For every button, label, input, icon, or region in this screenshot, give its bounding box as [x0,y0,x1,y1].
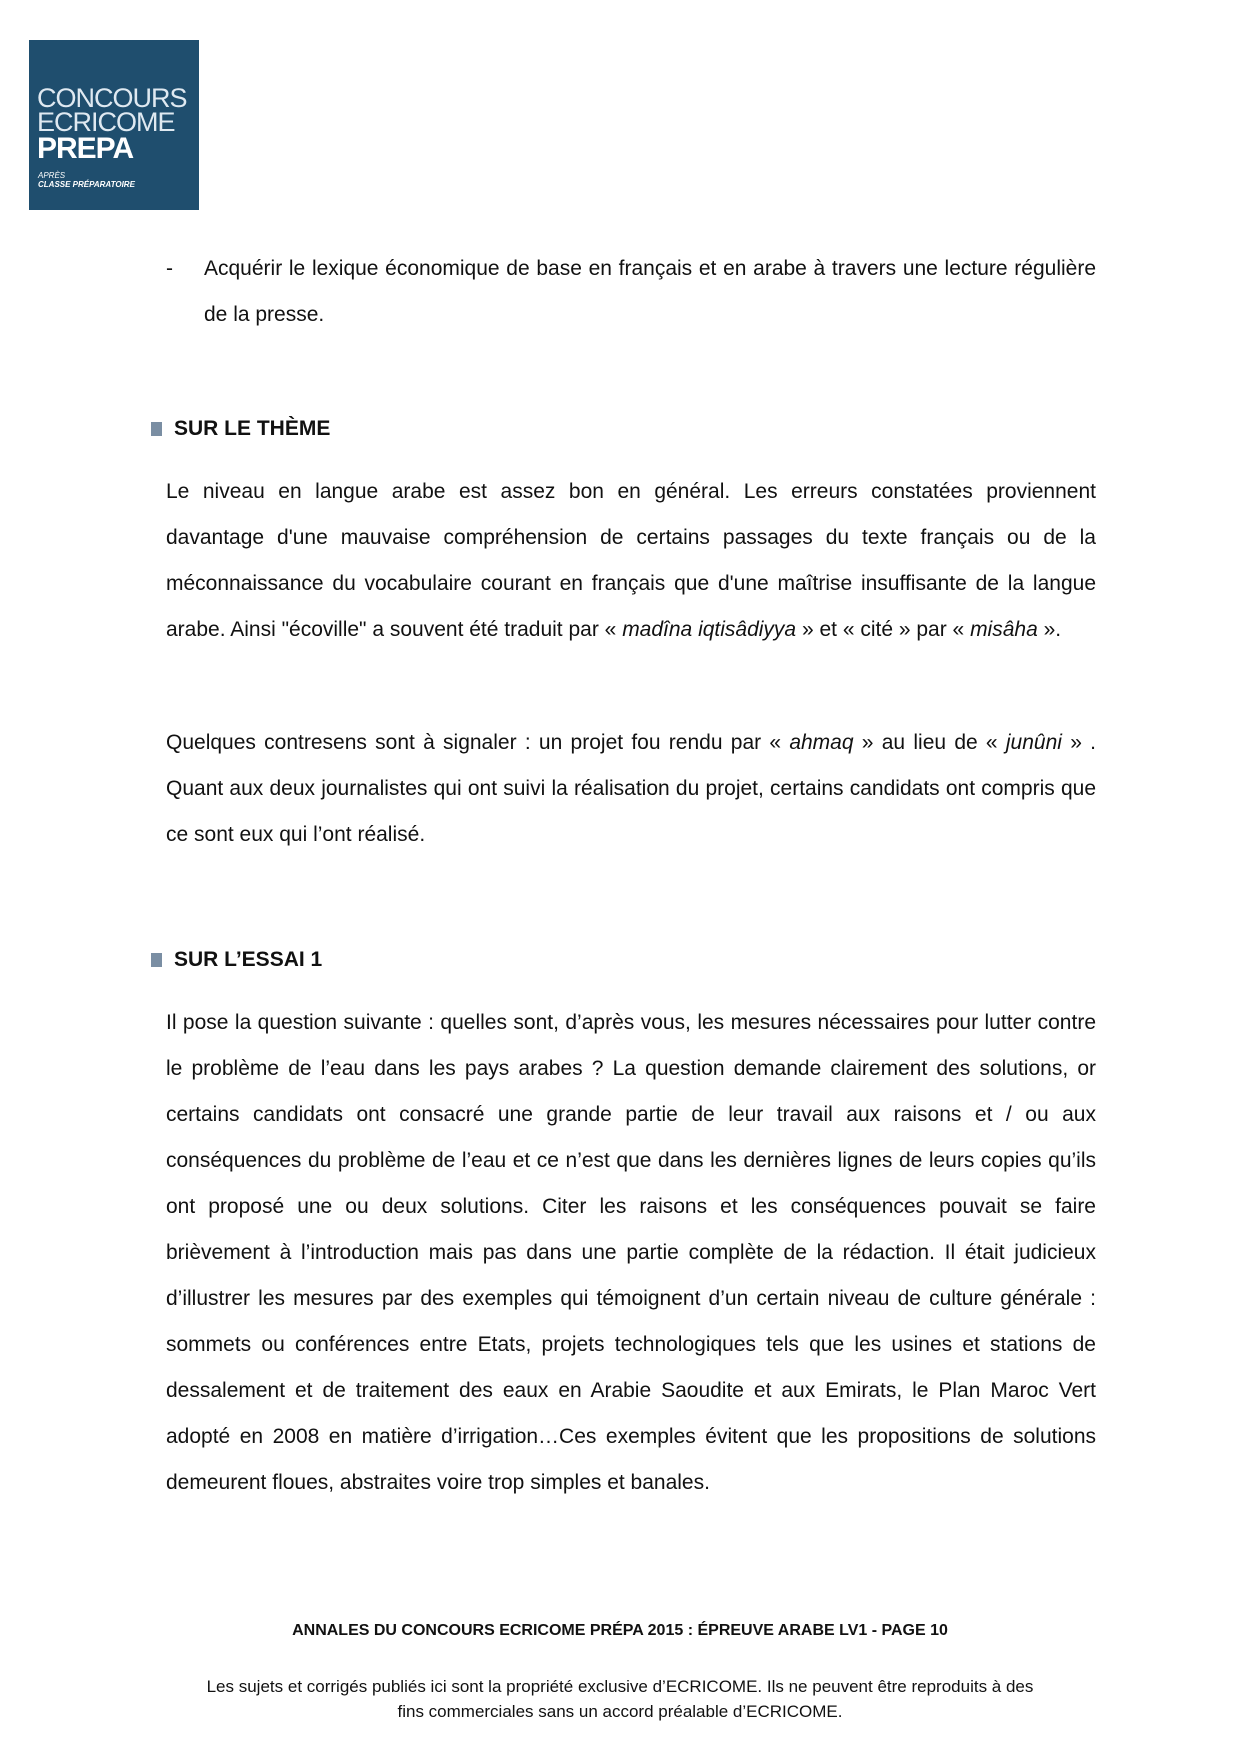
term-misaha: misâha [970,618,1038,641]
heading-square-icon [151,953,162,967]
logo-line-classe: CLASSE PRÉPARATOIRE [38,180,135,189]
logo-line-ecricome: ECRICOME [37,107,175,137]
intro-bullet [166,246,1096,338]
term-madina: madîna iqtisâdiyya [622,618,797,641]
heading-sur-l-essai-1 [151,945,322,975]
heading-text: SUR LE THÈME [174,417,331,440]
logo-line-apres: APRÈS [38,171,66,180]
bullet-marker: - [166,257,173,280]
term-ahmaq: ahmaq [789,731,854,754]
logo-line-concours: CONCOURS [37,83,187,113]
heading-text: SUR L’ESSAI 1 [174,948,323,971]
footer-note [0,1674,1240,1724]
footer-note-line-2: fins commerciales sans un accord préalable d’ECRICOME. [397,1702,843,1721]
heading-square-icon [151,422,162,436]
footer-title: ANNALES DU CONCOURS ECRICOME PRÉPA 2015 : ÉPREUVE ARABE LV1 - PAGE 10 [292,1622,948,1639]
footer-note-line-1: Les sujets et corrigés publiés ici sont la propriété exclusive d’ECRICOME. Ils ne peuvent être reproduits à des [206,1677,1034,1696]
theme-paragraph-2: Quelques contresens sont à signaler : un projet fou rendu par « ahmaq » au lieu de « junûni » . Quant aux deux journalistes qui ont suivi la réalisation du projet, certains candidats ont compris que ce sont eux qui l’ont réalisé. [166,731,1096,846]
essai-paragraph: Il pose la question suivante : quelles sont, d’après vous, les mesures nécessaires pour lutter contre le problème de l’eau dans les pays arabes ? La question demande clairement des solutions, or certains candidats ont consacré une grande partie de leur travail aux raisons et / ou aux conséquences du problème de l’eau et ce n’est que dans les dernières lignes de leurs copies qu’ils ont proposé une ou deux solutions. Citer les raisons et les conséquences pouvait se faire brièvement à l’introduction mais pas dans une partie complète de la rédaction. Il était judicieux d’illustrer les mesures par des exemples qui témoignent d’un certain niveau de culture générale : sommets ou conférences entre Etats, projets technologiques tels que les usines et stations de dessalement et de traitement des eaux en Arabie Saoudite et aux Emirats, le Plan Maroc Vert adopté en 2008 en matière d’irrigation…Ces exemples évitent que les propositions de solutions demeurent floues, abstraites voire trop simples et banales. [166,1011,1096,1494]
heading-sur-le-theme [151,414,330,444]
ecricome-logo [29,40,199,210]
theme-paragraph-1: Le niveau en langue arabe est assez bon en général. Les erreurs constatées proviennent davantage d'une mauvaise compréhension de certains passages du texte français ou de la méconnaissance du vocabulaire courant en français que d'une maîtrise insuffisante de la langue arabe. Ainsi "écoville" a souvent été traduit par « madîna iqtisâdiyya » et « cité » par « misâha ». [166,480,1096,641]
bullet-text: Acquérir le lexique économique de base en français et en arabe à travers une lecture régulière de la presse. [204,257,1096,326]
term-djununi: junûni [1005,731,1062,754]
logo-line-prepa: PREPA [37,132,134,165]
